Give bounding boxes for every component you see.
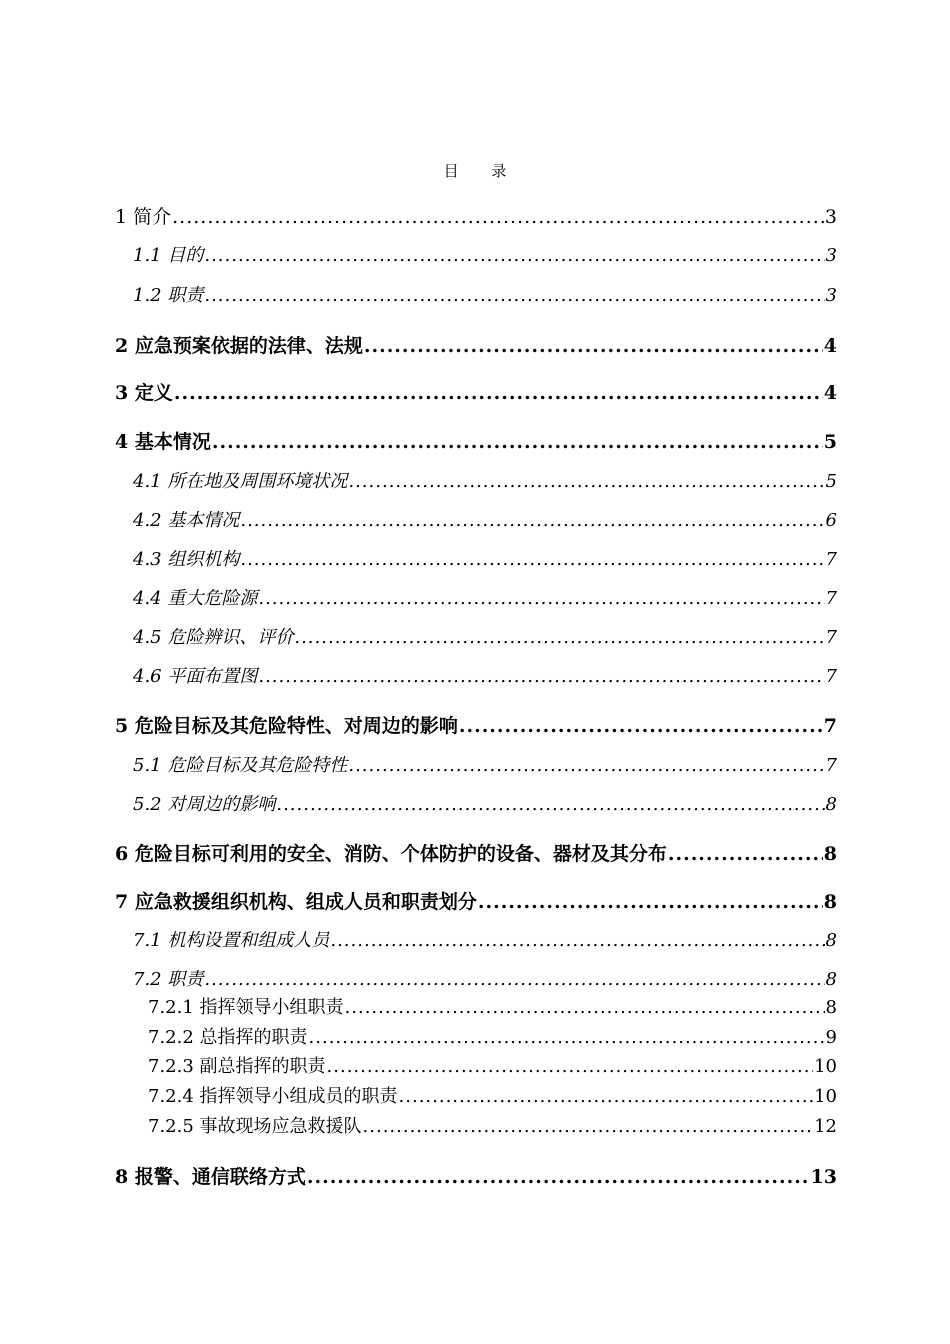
toc-entry[interactable] xyxy=(133,792,837,818)
toc-entry[interactable] xyxy=(133,508,837,534)
toc-page-number: 8 xyxy=(823,843,837,865)
toc-entry-label: 1 简介 xyxy=(115,206,172,228)
toc-entry-label: 3 定义 xyxy=(115,382,173,404)
toc-page-number: 8 xyxy=(823,891,837,913)
toc-dot-leader xyxy=(204,967,824,993)
toc-entry-label: 7.2.5 事故现场应急救援队 xyxy=(148,1116,362,1137)
toc-dot-leader xyxy=(294,625,824,651)
toc-dot-leader xyxy=(459,713,823,739)
toc-page-number: 7 xyxy=(825,755,837,776)
toc-page-number: 6 xyxy=(825,510,837,531)
toc-entry-label: 5 危险目标及其危险特性、对周边的影响 xyxy=(115,715,458,737)
toc-entry[interactable] xyxy=(133,967,837,993)
toc-dot-leader xyxy=(668,841,823,867)
toc-page-number: 4 xyxy=(823,382,837,404)
toc-entry-label: 4.3 组织机构 xyxy=(133,549,240,570)
toc-page-number: 3 xyxy=(825,245,837,266)
toc-page-number: 10 xyxy=(814,1056,837,1077)
toc-dot-leader xyxy=(258,664,824,690)
toc-dot-leader xyxy=(327,1055,814,1079)
toc-entry-label: 8 报警、通信联络方式 xyxy=(115,1166,306,1188)
toc-dot-leader xyxy=(399,1085,814,1109)
toc-page-number: 7 xyxy=(825,549,837,570)
toc-entry-label: 1.1 目的 xyxy=(133,245,204,266)
toc-entry[interactable] xyxy=(115,841,837,867)
toc-dot-leader xyxy=(364,333,823,359)
toc-page-number: 8 xyxy=(825,794,837,815)
toc-entry[interactable] xyxy=(115,1164,837,1190)
toc-page-number: 8 xyxy=(825,930,837,951)
toc-entry[interactable] xyxy=(133,664,837,690)
toc-page-number: 13 xyxy=(810,1166,837,1188)
toc-dot-leader xyxy=(258,586,824,612)
toc-entry[interactable] xyxy=(133,928,837,954)
toc-dot-leader xyxy=(345,996,825,1020)
toc-page-number: 5 xyxy=(825,471,837,492)
toc-dot-leader xyxy=(204,283,824,309)
toc-entry-label: 7 应急救援组织机构、组成人员和职责划分 xyxy=(115,891,477,913)
toc-title: 目 录 xyxy=(443,162,521,180)
toc-entry[interactable] xyxy=(133,283,837,309)
toc-entry-label: 6 危险目标可利用的安全、消防、个体防护的设备、器材及其分布 xyxy=(115,843,667,865)
toc-entry[interactable] xyxy=(133,547,837,573)
toc-dot-leader xyxy=(363,1115,814,1139)
toc-dot-leader xyxy=(348,469,824,495)
toc-entry[interactable] xyxy=(133,625,837,651)
toc-entry[interactable] xyxy=(133,243,837,269)
toc-dot-leader xyxy=(172,204,824,230)
toc-page-number: 5 xyxy=(823,431,837,453)
toc-page-number: 7 xyxy=(825,666,837,687)
toc-entry-label: 4.1 所在地及周围环境状况 xyxy=(133,471,348,492)
toc-entry-label: 1.2 职责 xyxy=(133,285,204,306)
toc-entry-label: 5.2 对周边的影响 xyxy=(133,794,276,815)
toc-page-number: 8 xyxy=(825,997,837,1018)
toc-entry-label: 4.5 危险辨识、评价 xyxy=(133,627,294,648)
toc-entry[interactable] xyxy=(148,996,837,1020)
toc-page-number: 7 xyxy=(825,588,837,609)
toc-page-number: 3 xyxy=(824,206,837,228)
toc-dot-leader xyxy=(240,508,824,534)
toc-dot-leader xyxy=(307,1164,810,1190)
toc-page-number: 12 xyxy=(814,1116,837,1137)
toc-dot-leader xyxy=(330,928,824,954)
toc-entry[interactable] xyxy=(115,713,837,739)
toc-entry[interactable] xyxy=(148,1115,837,1139)
toc-dot-leader xyxy=(174,380,823,406)
toc-dot-leader xyxy=(478,889,823,915)
toc-page-number: 3 xyxy=(825,285,837,306)
toc-dot-leader xyxy=(348,753,824,779)
toc-entry-label: 4.2 基本情况 xyxy=(133,510,240,531)
toc-page-number: 4 xyxy=(823,335,837,357)
toc-page-number: 9 xyxy=(825,1027,837,1048)
toc-entry-label: 7.2.4 指挥领导小组成员的职责 xyxy=(148,1086,398,1107)
toc-entry-label: 5.1 危险目标及其危险特性 xyxy=(133,755,348,776)
toc-entry[interactable] xyxy=(133,586,837,612)
toc-entry[interactable] xyxy=(148,1085,837,1109)
toc-entry[interactable] xyxy=(115,380,837,406)
toc-entry[interactable] xyxy=(115,889,837,915)
toc-entry-label: 7.2.2 总指挥的职责 xyxy=(148,1027,308,1048)
toc-entry[interactable] xyxy=(115,429,837,455)
toc-entry-label: 7.2.1 指挥领导小组职责 xyxy=(148,997,344,1018)
toc-entry[interactable] xyxy=(148,1055,837,1079)
toc-entry-label: 4.4 重大危险源 xyxy=(133,588,258,609)
toc-entry[interactable] xyxy=(133,753,837,779)
toc-entry-label: 4.6 平面布置图 xyxy=(133,666,258,687)
toc-page-number: 8 xyxy=(825,969,837,990)
toc-entry-label: 4 基本情况 xyxy=(115,431,211,453)
toc-page-number: 10 xyxy=(814,1086,837,1107)
toc-page-number: 7 xyxy=(823,715,837,737)
toc-entry-label: 7.2.3 副总指挥的职责 xyxy=(148,1056,326,1077)
toc-entry-label: 7.2 职责 xyxy=(133,969,204,990)
toc-dot-leader xyxy=(212,429,823,455)
toc-dot-leader xyxy=(240,547,824,573)
toc-page-number: 7 xyxy=(825,627,837,648)
toc-dot-leader xyxy=(204,243,824,269)
toc-entry[interactable] xyxy=(148,1026,837,1050)
toc-entry[interactable] xyxy=(133,469,837,495)
toc-entry-label: 2 应急预案依据的法律、法规 xyxy=(115,335,363,357)
toc-entry[interactable] xyxy=(115,204,837,230)
toc-entry[interactable] xyxy=(115,333,837,359)
toc-entry-label: 7.1 机构设置和组成人员 xyxy=(133,930,330,951)
toc-dot-leader xyxy=(276,792,824,818)
toc-dot-leader xyxy=(309,1026,825,1050)
